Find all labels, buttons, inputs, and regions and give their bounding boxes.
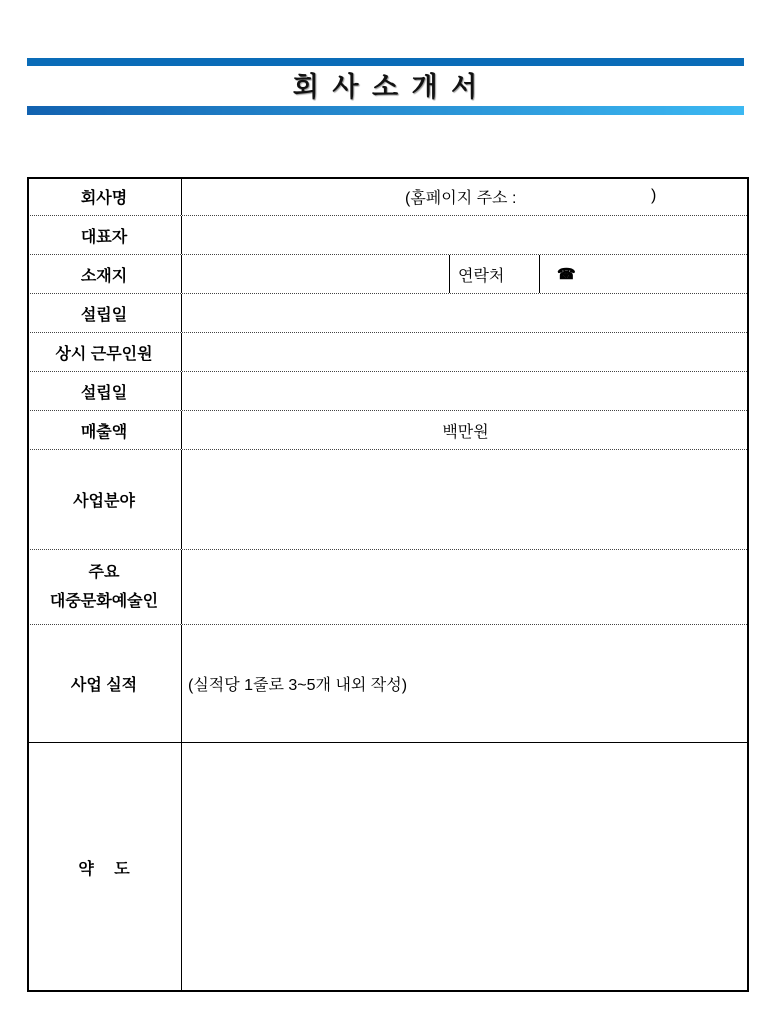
performance-label: 사업 실적	[27, 625, 182, 742]
homepage-prefix: (홈페이지 주소 :	[405, 189, 517, 207]
revenue-field[interactable]	[182, 411, 749, 449]
business-field-label: 사업분야	[27, 450, 182, 549]
representative-field[interactable]	[182, 216, 749, 254]
artists-label-line1: 주요	[88, 564, 120, 581]
page-title: 회 사 소 개 서	[292, 72, 481, 102]
employees-field[interactable]	[182, 333, 749, 371]
established-field-2[interactable]	[182, 372, 749, 410]
map-label: 약 도	[27, 743, 182, 992]
row-map	[27, 743, 749, 992]
company-intro-form	[27, 177, 749, 992]
row-location	[27, 255, 749, 294]
artists-field[interactable]	[182, 550, 749, 624]
row-performance	[27, 625, 749, 743]
artists-label-line2: 대중문화예술인	[49, 593, 159, 610]
row-company-name	[27, 177, 749, 216]
revenue-label: 매출액	[27, 411, 182, 449]
contact-field[interactable]	[540, 255, 749, 293]
revenue-unit: 백만원	[442, 423, 489, 441]
location-label: 소재지	[27, 255, 182, 293]
performance-field[interactable]	[182, 625, 749, 742]
header-bottom-bar	[27, 106, 744, 115]
row-established-2	[27, 372, 749, 411]
row-employees	[27, 333, 749, 372]
row-artists	[27, 550, 749, 625]
contact-label: 연락처	[450, 255, 540, 293]
company-name-label: 회사명	[27, 177, 182, 215]
employees-label: 상시 근무인원	[27, 333, 182, 371]
row-business-field	[27, 450, 749, 550]
established-label-1: 설립일	[27, 294, 182, 332]
location-field[interactable]	[182, 255, 450, 293]
established-field-1[interactable]	[182, 294, 749, 332]
row-established-1	[27, 294, 749, 333]
row-representative	[27, 216, 749, 255]
homepage-suffix: )	[651, 187, 657, 204]
phone-icon: ☎	[557, 266, 576, 283]
performance-hint: (실적당 1줄로 3~5개 내외 작성)	[188, 677, 408, 694]
map-field[interactable]	[182, 743, 749, 992]
business-field-field[interactable]	[182, 450, 749, 549]
artists-label	[27, 550, 182, 624]
row-revenue	[27, 411, 749, 450]
established-label-2: 설립일	[27, 372, 182, 410]
header-top-bar	[27, 58, 744, 66]
representative-label: 대표자	[27, 216, 182, 254]
company-name-field[interactable]	[182, 177, 749, 215]
